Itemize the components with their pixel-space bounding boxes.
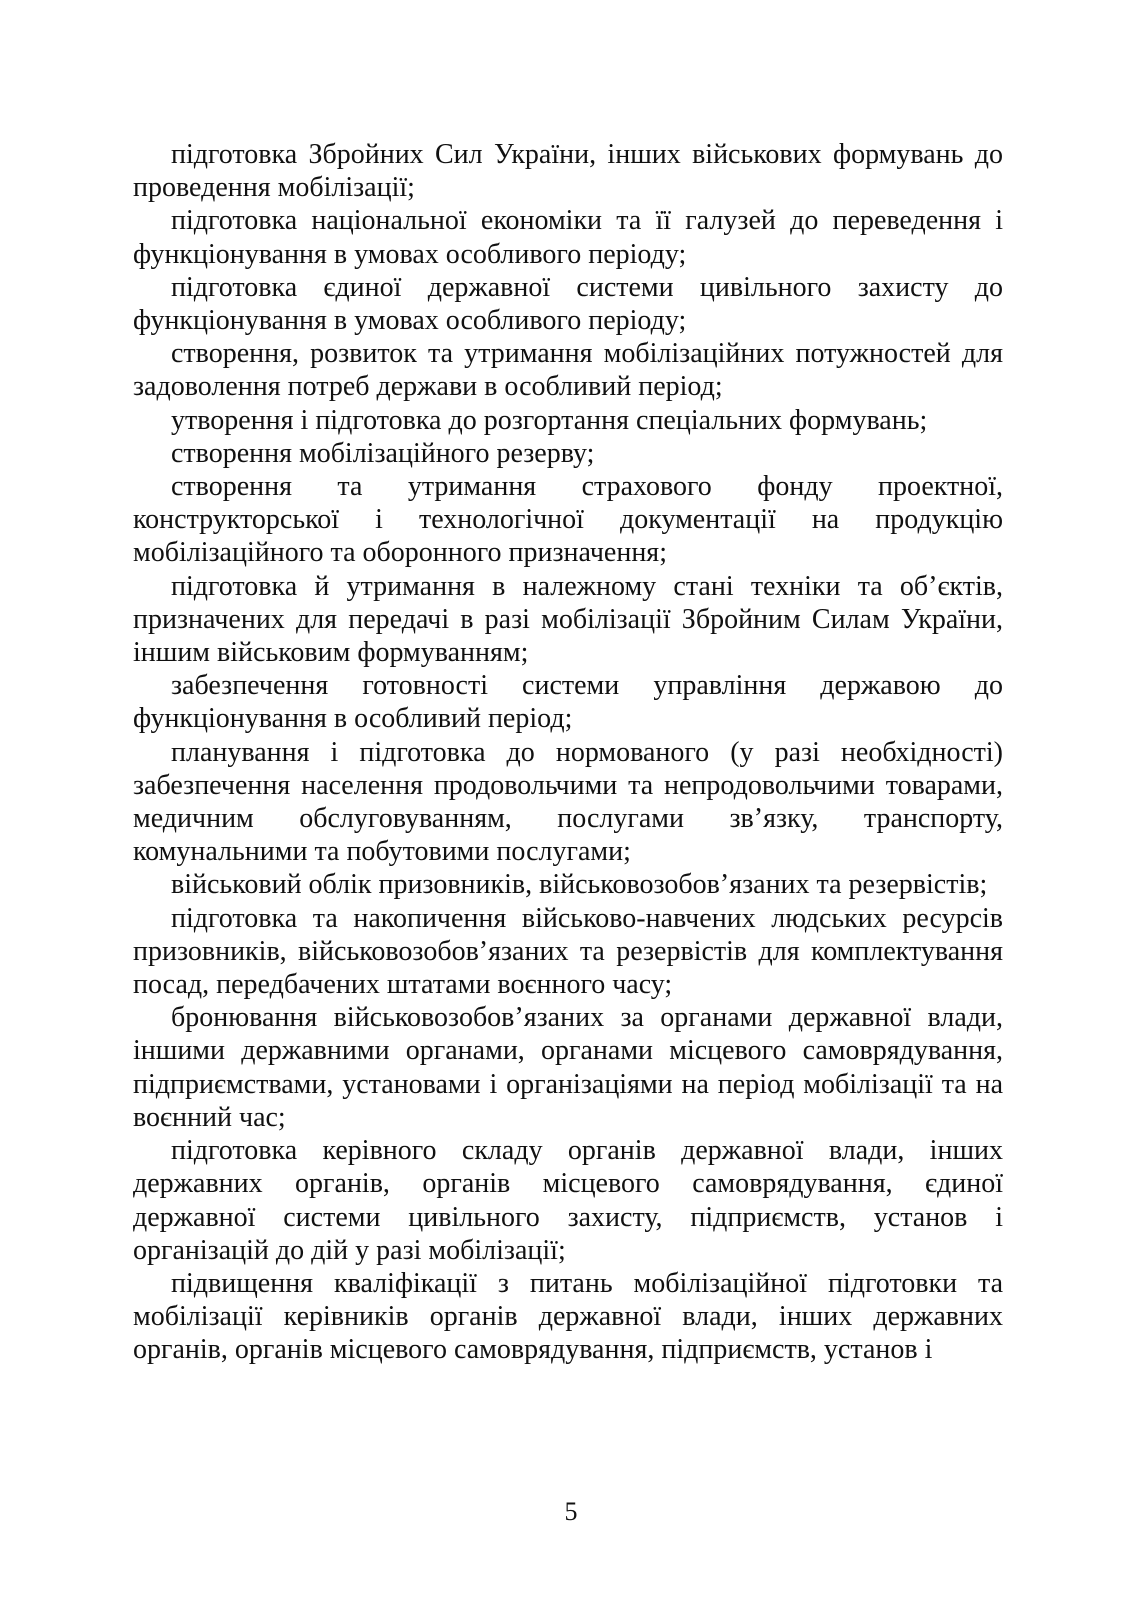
paragraph: підготовка єдиної державної системи цивільного захисту до функціонування в умовах особливого періоду; — [133, 271, 1003, 337]
paragraph: створення та утримання страхового фонду проектної, конструкторської і технологічної документації на продукцію мобілізаційного та оборонного призначення; — [133, 471, 1003, 569]
paragraph: підготовка та накопичення військово-навчених людських ресурсів призовників, військовозобов’язаних та резервістів для комплектування посад, передбачених штатами воєнного часу; — [133, 902, 1003, 1001]
paragraph: бронювання військовозобов’язаних за органами державної влади, іншими державними органами, органами місцевого самоврядування, підприємствами, установами і організаціями на період мобілізації та на воєнний час; — [133, 1002, 1003, 1133]
paragraph: підготовка Збройних Сил України, інших військових формувань до проведення мобілізації; — [133, 139, 1003, 204]
paragraph: підготовка національної економіки та її галузей до переведення і функціонування в умовах особливого періоду; — [133, 205, 1003, 270]
page-number: 5 — [564, 1497, 578, 1526]
body-text — [133, 138, 1003, 1367]
paragraph: утворення і підготовка до розгортання спеціальних формувань; — [171, 404, 928, 436]
paragraph: підготовка й утримання в належному стані техніки та об’єктів, призначених для передачі в разі мобілізації Збройним Силам України, іншим військовим формуванням; — [133, 570, 1003, 669]
paragraph: підготовка керівного складу органів державної влади, інших державних органів, органів місцевого самоврядування, єдиної державної системи цивільного захисту, підприємств, установ і організацій до дій у разі мобілізації; — [133, 1135, 1003, 1266]
paragraph: підвищення кваліфікації з питань мобілізаційної підготовки та мобілізації керівників органів державної влади, інших державних органів, органів місцевого самоврядування, підприємств, установ і — [133, 1267, 1003, 1366]
paragraph: планування і підготовка до нормованого (у разі необхідності) забезпечення населення продовольчими та непродовольчими товарами, медичним обслуговуванням, послугами зв’язку, транспорту, комунальними та побутовими послугами; — [133, 736, 1003, 868]
paragraph: військовий облік призовників, військовозобов’язаних та резервістів; — [171, 869, 988, 901]
paragraph: забезпечення готовності системи управління державою до функціонування в особливий період; — [133, 670, 1003, 735]
paragraph: створення мобілізаційного резерву; — [171, 437, 595, 469]
paragraph: створення, розвиток та утримання мобілізаційних потужностей для задоволення потреб держави в особливий період; — [133, 338, 1003, 403]
